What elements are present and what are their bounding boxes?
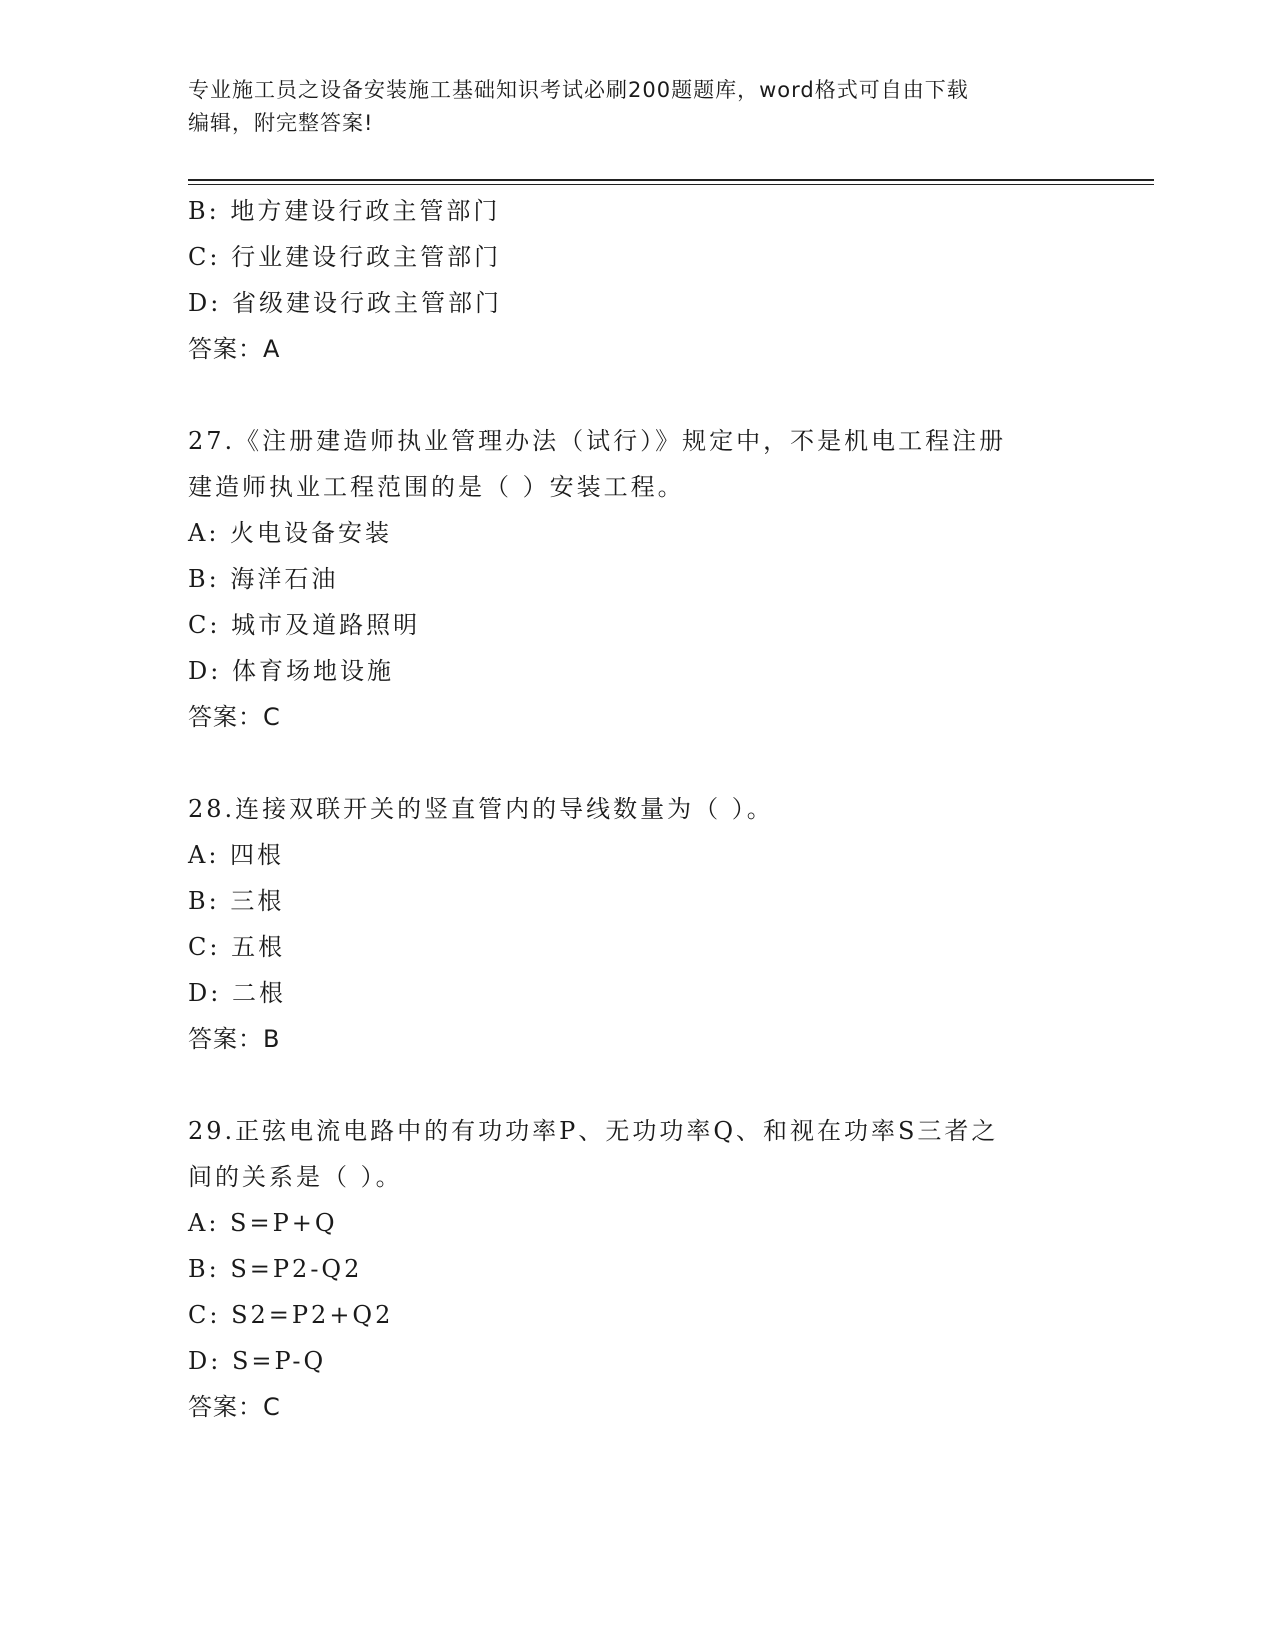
option-a: A: S=P+Q <box>188 1209 338 1237</box>
question-29-stem-cont: 间的关系是（ ）。 <box>188 1163 403 1191</box>
spacer <box>188 372 1088 418</box>
spacer <box>188 1062 1088 1108</box>
answer-line: 答案：C <box>188 703 281 731</box>
document-body <box>188 188 1088 1430</box>
spacer <box>188 740 1088 786</box>
answer-line: 答案：C <box>188 1393 281 1421</box>
document-header: 专业施工员之设备安装施工基础知识考试必刷200题题库，word格式可自由下载 编辑，附完整答案! <box>188 78 969 135</box>
option-c: C: 行业建设行政主管部门 <box>188 243 502 271</box>
answer-line: 答案：B <box>188 1025 281 1053</box>
header-rule-thin <box>188 184 1154 185</box>
question-27-stem-cont: 建造师执业工程范围的是（ ）安装工程。 <box>188 473 685 501</box>
option-d: D: 体育场地设施 <box>188 657 394 685</box>
option-d: D: 省级建设行政主管部门 <box>188 289 502 317</box>
option-d: D: S=P-Q <box>188 1347 327 1375</box>
question-28-stem: 28.连接双联开关的竖直管内的导线数量为（ ）。 <box>188 795 774 823</box>
option-c: C: 五根 <box>188 933 286 961</box>
answer-line: 答案：A <box>188 335 281 363</box>
option-b: B: 地方建设行政主管部门 <box>188 197 501 225</box>
option-b: B: 三根 <box>188 887 285 915</box>
header-rule-thick <box>188 179 1154 181</box>
question-27-stem: 27.《注册建造师执业管理办法（试行）》规定中，不是机电工程注册 <box>188 427 1007 455</box>
option-b: B: 海洋石油 <box>188 565 339 593</box>
option-d: D: 二根 <box>188 979 286 1007</box>
option-a: A: 四根 <box>188 841 285 869</box>
question-29-stem: 29.正弦电流电路中的有功功率P、无功功率Q、和视在功率S三者之 <box>188 1117 999 1145</box>
option-c: C: S2=P2+Q2 <box>188 1301 394 1329</box>
option-c: C: 城市及道路照明 <box>188 611 421 639</box>
option-a: A: 火电设备安装 <box>188 519 393 547</box>
option-b: B: S=P2-Q2 <box>188 1255 363 1283</box>
